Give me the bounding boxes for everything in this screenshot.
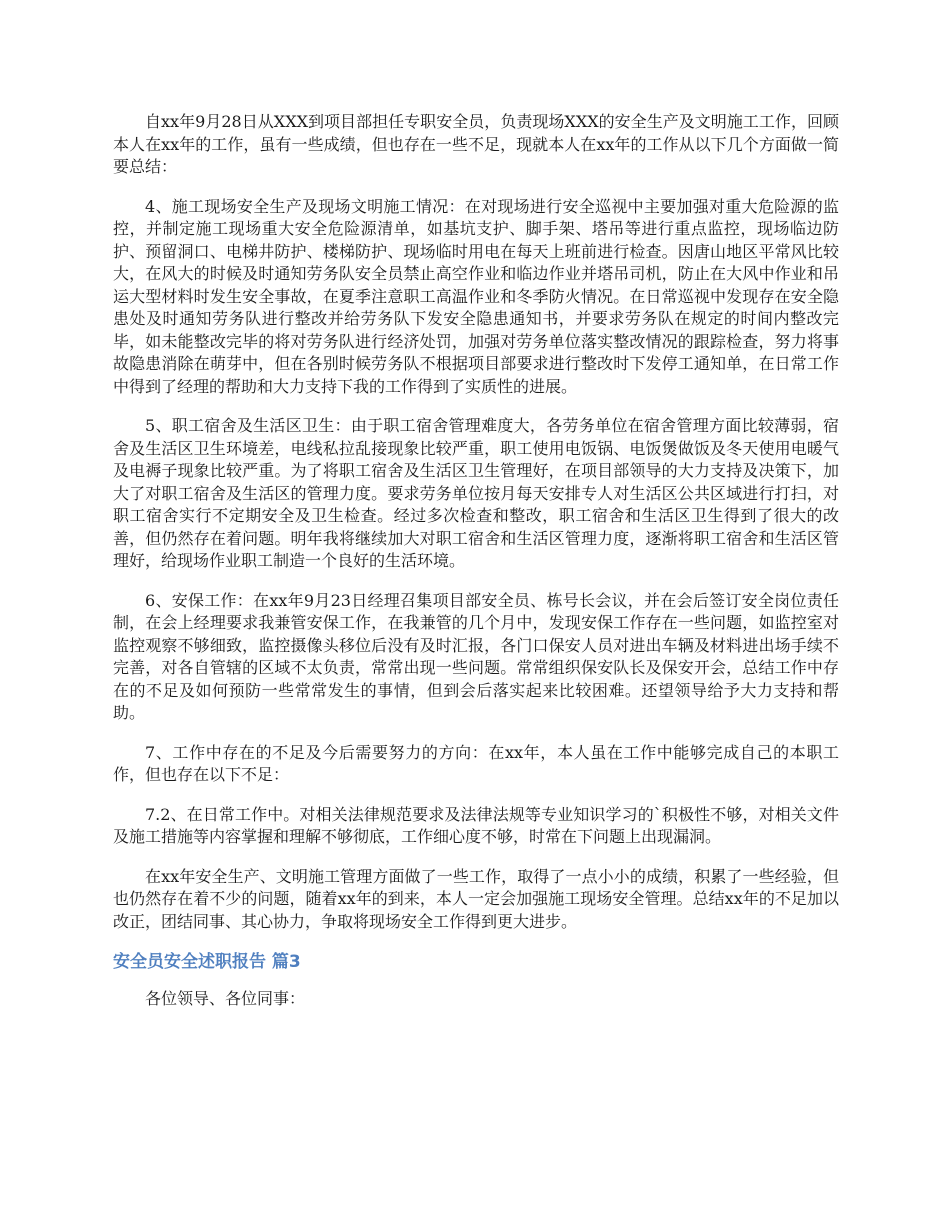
paragraph-security: 6、安保工作：在xx年9月23日经理召集项目部安全员、栋号长会议，并在会后签订安全岗位责任制，在会上经理要求我兼管安保工作，在我兼管的几个月中，发现安保工作存在一些问题，如监控室对监控观察不够细致，监控摄像头移位后没有及时汇报，各门口保安人员对进出车辆及材料进出场手续不完善，对各自管辖的区域不太负责，常常出现一些问题。常常组织保安队长及保安开会，总结工作中存在的不足及如何预防一些常常发生的事情，但到会后落实起来比较困难。还望领导给予大力支持和帮助。 [113,590,839,722]
paragraph-daily-work: 7.2、在日常工作中。对相关法律规范要求及法律法规等专业知识学习的`积极性不够，对相关文件及施工措施等内容掌握和理解不够彻底，工作细心度不够，时常在下问题上出现漏洞。 [113,804,839,846]
paragraph-conclusion: 在xx年安全生产、文明施工管理方面做了一些工作，取得了一点小小的成绩，积累了一些经验，但也仍然存在着不少的问题，随着xx年的到来，本人一定会加强施工现场安全管理。总结xx年的不足加以改正，团结同事、其心协力，争取将现场安全工作得到更大进步。 [113,866,839,931]
paragraph-shortcomings: 7、工作中存在的不足及今后需要努力的方向：在xx年，本人虽在工作中能够完成自己的本职工作，但也存在以下不足： [113,742,839,784]
paragraph-site-safety: 4、施工现场安全生产及现场文明施工情况：在对现场进行安全巡视中主要加强对重大危险源的监控，并制定施工现场重大安全危险源清单，如基坑支护、脚手架、塔吊等进行重点监控，现场临边防护、预留洞口、电梯井防护、楼梯防护、现场临时用电在每天上班前进行检查。因唐山地区平常风比较大，在风大的时候及时通知劳务队安全员禁止高空作业和临边作业并塔吊司机，防止在大风中作业和吊运大型材料时发生安全事故，在夏季注意职工高温作业和冬季防火情况。在日常巡视中发现存在安全隐患处及时通知劳务队进行整改并给劳务队下发安全隐患通知书，并要求劳务队在规定的时间内整改完毕，如未能整改完毕的将对劳务队进行经济处罚，加强对劳务单位落实整改情况的跟踪检查，努力将事故隐患消除在萌芽中，但在各别时候劳务队不根据项目部要求进行整改时下发停工通知单，在日常工作中得到了经理的帮助和大力支持下我的工作得到了实质性的进展。 [113,196,839,396]
document-page [113,111,839,1028]
paragraph-greeting: 各位领导、各位同事： [145,989,306,1008]
paragraph-dormitory: 5、职工宿舍及生活区卫生：由于职工宿舍管理难度大，各劳务单位在宿舍管理方面比较薄弱，宿舍及生活区卫生环境差，电线私拉乱接现象比较严重，职工使用电饭锅、电饭煲做饭及冬天使用电暖气及电褥子现象比较严重。为了将职工宿舍及生活区卫生管理好，在项目部领导的大力支持及决策下，加大了对职工宿舍及生活区的管理力度。要求劳务单位按月每天安排专人对生活区公共区域进行打扫，对职工宿舍实行不定期安全及卫生检查。经过多次检查和整改，职工宿舍和生活区卫生得到了很大的改善，但仍然存在着问题。明年我将继续加大对职工宿舍和生活区管理力度，逐渐将职工宿舍和生活区管理好，给现场作业职工制造一个良好的生活环境。 [113,416,839,570]
paragraph-intro: 自xx年9月28日从XXX到项目部担任专职安全员，负责现场XXX的安全生产及文明施工工作，回顾本人在xx年的工作，虽有一些成绩，但也存在一些不足，现就本人在xx年的工作从以下几个方面做一简要总结： [113,112,839,176]
section-heading: 安全员安全述职报告 篇3 [113,952,301,972]
